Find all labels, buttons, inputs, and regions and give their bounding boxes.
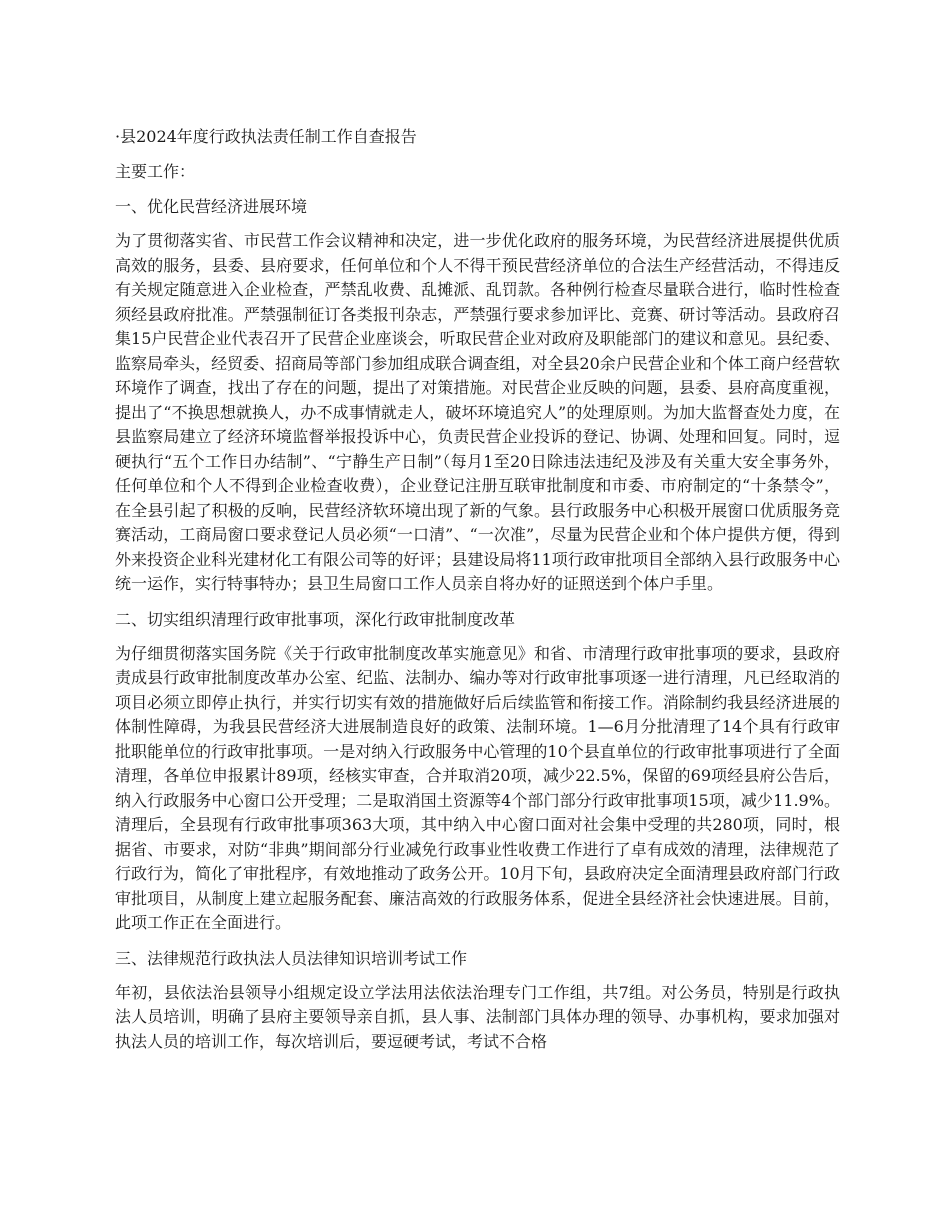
section-2-heading: 二、切实组织清理行政审批事项，深化行政审批制度改革 (115, 609, 516, 629)
document-title: ·县2024年度行政执法责任制工作自查报告 (115, 127, 417, 146)
section-3-heading: 三、法律规范行政执法人员法律知识培训考试工作 (115, 948, 468, 968)
section-3-body: 年初，县依法治县领导小组规定设立学法用法依法治理专门工作组，共7组。对公务员，特别是行政执法人员培训，明确了县府主要领导亲自抓，县人事、法制部门具体办理的领导、办事机构，要求加强对执法人员的培训工作，每次培训后，要逗硬考试，考试不合格 (115, 982, 840, 1051)
section-1-body: 为了贯彻落实省、市民营工作会议精神和决定，进一步优化政府的服务环境，为民营经济进展提供优质高效的服务，县委、县府要求，任何单位和个人不得干预民营经济单位的合法生产经营活动，不得违反有关规定随意进入企业检查，严禁乱收费、乱摊派、乱罚款。各种例行检查尽量联合进行，临时性检查须经县政府批准。严禁强制征订各类报刊杂志，严禁强行要求参加评比、竞赛、研讨等活动。县政府召集15户民营企业代表召开了民营企业座谈会，听取民营企业对政府及职能部门的建议和意见。县纪委、监察局牵头，经贸委、招商局等部门参加组成联合调查组，对全县20余户民营企业和个体工商户经营软环境作了调查，找出了存在的问题，提出了对策措施。对民营企业反映的问题，县委、县府高度重视，提出了“不换思想就换人，办不成事情就走人，破坏环境追究人”的处理原则。为加大监督查处力度，在县监察局建立了经济环境监督举报投诉中心，负责民营企业投诉的登记、协调、处理和回复。同时，逗硬执行“五个工作日办结制”、“宁静生产日制”（每月1至20日除违法违纪及涉及有关重大安全事务外，任何单位和个人不得到企业检查收费），企业登记注册互联审批制度和市委、市府制定的“十条禁令”，在全县引起了积极的反响，民营经济软环境出现了新的气象。县行政服务中心积极开展窗口优质服务竞赛活动，工商局窗口要求登记人员必须“一口清”、“一次准”，尽量为民营企业和个体户提供方便，得到外来投资企业科光建材化工有限公司等的好评；县建设局将11项行政审批项目全部纳入县行政服务中心统一运作，实行特事特办；县卫生局窗口工作人员亲自将办好的证照送到个体户手里。 (115, 231, 840, 593)
main-work-label: 主要工作： (115, 162, 196, 181)
section-1-heading: 一、优化民营经济进展环境 (115, 197, 308, 216)
section-2-body: 为仔细贯彻落实国务院《关于行政审批制度改革实施意见》和省、市清理行政审批事项的要求，县政府责成县行政审批制度改革办公室、纪监、法制办、编办等对行政审批事项逐一进行清理，凡已经取消的项目必须立即停止执行，并实行切实有效的措施做好后后续监管和衔接工作。消除制约我县经济进展的体制性障碍，为我县民营经济大进展制造良好的政策、法制环境。1—6月分批清理了14个具有行政审批职能单位的行政审批事项。一是对纳入行政服务中心管理的10个县直单位的行政审批事项进行了全面清理，各单位申报累计89项，经核实审查，合并取消20项，减少22.5%，保留的69项经县府公告后，纳入行政服务中心窗口公开受理；二是取消国土资源等4个部门部分行政审批事项15项，减少11.9%。清理后，全县现有行政审批事项363大项，其中纳入中心窗口面对社会集中受理的共280项，同时，根据省、市要求，对防“非典”期间部分行业减免行政事业性收费工作进行了卓有成效的清理，法律规范了行政行为，简化了审批程序，有效地推动了政务公开。10月下旬，县政府决定全面清理县政府部门行政审批项目，从制度上建立起服务配套、廉洁高效的行政服务体系，促进全县经济社会快速进展。目前，此项工作正在全面进行。 (115, 643, 840, 932)
